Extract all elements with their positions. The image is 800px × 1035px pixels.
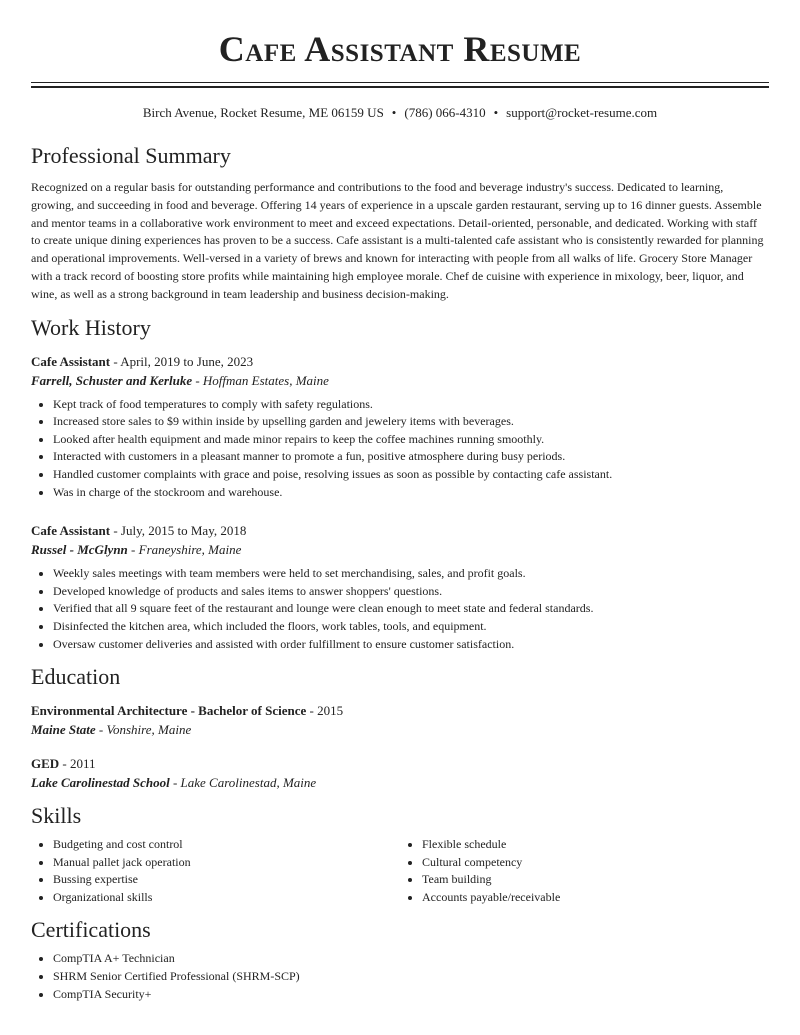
summary-heading: Professional Summary [31,143,231,168]
header-rule-thin [31,82,769,83]
education-entry [31,701,769,739]
job-bullets [31,565,769,653]
certification-item: • CompTIA Security+ [53,986,769,1004]
education-degree-line [31,754,769,773]
skills-heading: Skills [31,803,82,829]
job-title: Cafe Assistant [31,353,111,369]
job-bullet: • Looked after health equipment and made minor repairs to keep the coffee machines running smoothly. [53,431,769,449]
education-school: Lake Carolinestad School [31,775,170,791]
summary-section [31,142,769,304]
job-dates: - April, 2019 to June, 2023 [110,353,254,369]
work-history-section [31,314,769,654]
education-year: - 2011 [59,756,96,772]
job-bullet: • Handled customer complaints with grace and poise, resolving issues as soon as possible by contacting cafe assistant. [53,466,769,484]
education-school-line [31,720,769,739]
job-title-line [31,352,769,371]
education-section [31,663,769,792]
education-degree: GED [31,756,60,772]
contact-email: support@rocket-resume.com [506,105,658,120]
contact-phone: (786) 066-4310 [404,105,486,120]
job-title: Cafe Assistant [31,523,111,539]
skill-item: • Accounts payable/receivable [422,889,769,907]
skills-section [31,802,769,906]
education-degree-line [31,701,769,720]
page-title: Cafe Assistant Resume [218,29,582,69]
work-history-heading: Work History [31,314,151,340]
job-bullet: • Increased store sales to $9 within inside by upselling garden and jewelery items with beverages. [53,413,769,431]
certification-item: • CompTIA A+ Technician [53,950,769,968]
job-entry [31,352,769,502]
job-bullet: • Oversaw customer deliveries and assisted with order fulfillment to ensure customer satisfaction. [53,636,769,654]
skill-item: • Organizational skills [53,889,400,907]
education-location: - Lake Carolinestad, Maine [169,775,317,791]
skill-item: • Manual pallet jack operation [53,854,400,872]
job-location: - Hoffman Estates, Maine [192,372,329,388]
job-bullet: • Disinfected the kitchen area, which included the floors, work tables, tools, and equipment. [53,618,769,636]
education-heading: Education [31,664,121,690]
job-bullet: • Kept track of food temperatures to comply with safety regulations. [53,396,769,414]
certification-item: • SHRM Senior Certified Professional (SHRM-SCP) [53,968,769,986]
job-bullets [31,396,769,502]
skills-list-right [400,836,769,906]
contact-separator: • [493,105,499,120]
certifications-list [31,950,769,1003]
contact-separator: • [391,105,397,120]
job-bullet: • Was in charge of the stockroom and warehouse. [53,484,769,502]
skill-item: • Budgeting and cost control [53,836,400,854]
skill-item: • Flexible schedule [422,836,769,854]
skills-columns [31,836,769,906]
job-company: Russel - McGlynn [31,542,128,558]
education-location: - Vonshire, Maine [95,722,192,738]
skills-list-left [31,836,400,906]
job-title-line [31,521,769,540]
job-company-line [31,371,769,390]
summary-text: Recognized on a regular basis for outstanding performance and contributions to the food and beverage industry's success. Dedicated to learning, growing, and succeeding in food and beverage. Offering 14 years of experience in a upscale garden restaurant, serving up to 16 dinner guests. Assemble and mentor teams in a collaborative work environment to meet and exceed expectations. Detail-oriented, personable, and dedicated. Working with staff to create unique dining experiences has proven to be a success. Cafe assistant is a multi-talented cafe assistant who is consistently rewarded for planning and operational improvements. Well-versed in a variety of brews and known for interacting with people from all walks of life. Grocery Store Manager with a track record of boosting store profits while maintaining high employee morale. Chef de cuisine with experience in mixology, beer, liquor, and wine, as well as a strong background in team leadership and business decision-making. [31,180,764,301]
job-bullet: • Verified that all 9 square feet of the restaurant and lounge were clean enough to meet state and federal standards. [53,600,769,618]
job-bullet: • Interacted with customers in a pleasant manner to promote a fun, positive atmosphere during busy periods. [53,448,769,466]
contact-line [0,104,800,122]
job-location: - Franeyshire, Maine [127,542,242,558]
job-dates: - July, 2015 to May, 2018 [110,523,247,539]
header-rule-thick [31,86,769,88]
education-year: - 2015 [306,703,344,719]
job-company-line [31,540,769,559]
education-school: Maine State [31,722,96,738]
skill-item: • Cultural competency [422,854,769,872]
certifications-heading: Certifications [31,917,151,943]
contact-address: Birch Avenue, Rocket Resume, ME 06159 US [142,105,384,120]
skill-item: • Bussing expertise [53,871,400,889]
education-degree: Environmental Architecture - Bachelor of Science [31,703,307,719]
education-entry [31,754,769,792]
job-entry [31,521,769,653]
skill-item: • Team building [422,871,769,889]
job-bullet: • Developed knowledge of products and sales items to answer shoppers' questions. [53,583,769,601]
job-bullet: • Weekly sales meetings with team members were held to set merchandising, sales, and profit goals. [53,565,769,583]
education-school-line [31,773,769,792]
certifications-section [31,916,769,1003]
resume-content [31,142,769,1003]
job-company: Farrell, Schuster and Kerluke [31,372,193,388]
